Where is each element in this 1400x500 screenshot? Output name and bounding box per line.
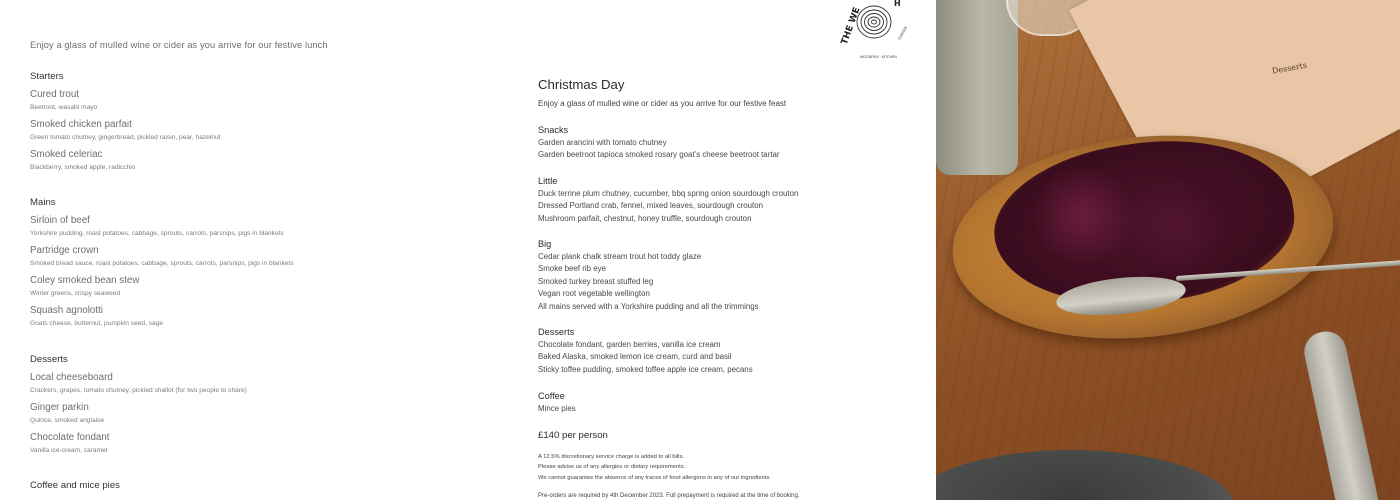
note-line: We cannot guarantee the absence of any traces of food allergens in any of our ingredients. [538,474,771,481]
menu-line: Cedar plank chalk stream trout hot toddy glaze [538,251,702,261]
menu-item-desc: Blackberry, smoked apple, radicchio [30,164,136,171]
svg-text:H: H [894,0,901,8]
menu-line: Sticky toffee pudding, smoked toffee apple ice cream, pecans [538,364,753,374]
menu-line: Vegan root vegetable wellington [538,289,650,299]
lunch-intro: Enjoy a glass of mulled wine or cider as you arrive for our festive lunch [30,40,328,50]
menu-item-desc: Quince, smoked anglaise [30,417,105,424]
menu-item-name: Ginger parkin [30,402,89,413]
menu-item [30,432,247,456]
menu-item-desc: Green tomato chutney, gingerbread, pickled raisin, pear, hazelnut [30,134,221,141]
section-heading: Mains [30,197,56,208]
preorder-note: Pre-orders are required by 4th December 2023. Full prepayment is required at the time of booking. [538,493,800,499]
section-heading: Little [538,176,558,186]
xmas-section-little [538,175,798,225]
menu-item-name: Squash agnolotti [30,305,103,316]
menu-line: Garden beetroot tapioca smoked rosary goat’s cheese beetroot tartar [538,150,780,160]
menu-line: All mains served with a Yorkshire pudding and all the trimmings [538,301,759,311]
menu-item-name: Chocolate fondant [30,432,110,443]
section-heading: Snacks [538,125,569,135]
svg-text:THE WE: THE WE [839,6,863,47]
svg-text:WOODFIRE · KITCHEN: WOODFIRE · KITCHEN [860,55,897,59]
menu-item [30,215,294,239]
menu-line: Dressed Portland crab, fennel, mixed leaves, sourdough crouton [538,201,764,211]
price-per-person: £140 per person [538,430,608,441]
menu-line: Chocolate fondant, garden berries, vanilla ice cream [538,339,721,349]
xmas-section-coffee [538,390,576,415]
menu-item-desc: Goats cheese, butternut, pumpkin seed, sage [30,320,164,327]
menu-item-name: Coley smoked bean stew [30,275,140,286]
note-line: Please advise us of any allergies or dietary requirements. [538,464,686,471]
menu-item [30,305,294,329]
menu-line: Garden arancini with tomato chutney [538,137,667,147]
menu-item [30,372,247,396]
photo-bottle [936,0,1018,175]
menu-item-name: Partridge crown [30,245,99,256]
xmas-section-snacks [538,124,780,162]
photo-second-dish [936,450,1236,500]
menu-item-name: Cured trout [30,89,80,100]
section-heading: Big [538,239,552,249]
menu-item [30,89,220,113]
xmas-section-big [538,238,759,313]
menu-line: Baked Alaska, smoked lemon ice cream, curd and basil [538,352,732,362]
svg-text:GARDEN: GARDEN [897,25,909,41]
lunch-section-desserts [30,354,247,462]
section-heading: Coffee and mice pies [30,480,120,491]
food-photo [936,0,1400,500]
christmas-intro: Enjoy a glass of mulled wine or cider as you arrive for our festive feast [538,99,787,108]
menu-line: Smoked turkey breast stuffed leg [538,276,654,286]
menu-item-name: Local cheeseboard [30,372,113,383]
photo-knife [1301,328,1384,500]
page-title: Christmas Day [538,77,625,92]
tree-ring-logo-icon [838,0,916,62]
photo-menu-card-heading: Desserts [1271,60,1308,76]
service-notes [538,452,771,483]
section-heading: Desserts [30,354,68,365]
lunch-section-coffee [30,480,120,498]
menu-item [30,275,294,299]
menu-item-name: Smoked chicken parfait [30,119,132,130]
section-heading: Coffee [538,391,565,401]
menu-item-desc: Crackers, grapes, tomato chutney, pickled shallot (for two people to share) [30,387,247,394]
menu-item-desc: Winter greens, crispy seaweed [30,290,121,297]
menu-line: Duck terrine plum chutney, cucumber, bbq spring onion sourdough crouton [538,188,799,198]
festive-lunch-menu [30,0,510,500]
xmas-section-desserts [538,326,753,376]
menu-item [30,402,247,426]
menu-item-desc: Yorkshire pudding, roast potatoes, cabbage, sprouts, carrots, parsnips, pigs in blankets [30,230,284,237]
restaurant-logo [838,0,916,62]
menu-item [30,119,220,143]
menu-line: Smoke beef rib eye [538,264,606,274]
menu-line: Mince pies [538,403,576,413]
menu-item-name: Sirloin of beef [30,215,90,226]
lunch-section-mains [30,197,294,335]
menu-item-desc: Smoked bread sauce, roast potatoes, cabbage, sprouts, carrots, parsnips, pigs in blankets [30,260,294,267]
note-line: A 12.5% discretionary service charge is added to all bills. [538,454,684,460]
section-heading: Starters [30,71,64,82]
menu-item-desc: Beetroot, wasabi mayo [30,104,98,111]
lunch-section-starters [30,71,220,179]
menu-line: Mushroom parfait, chestnut, honey truffle, sourdough crouton [538,213,752,223]
section-heading: Desserts [538,327,575,337]
menu-item [30,149,220,173]
menu-item-name: Smoked celeriac [30,149,103,160]
menu-item-desc: Vanilla ice-cream, caramel [30,447,108,454]
christmas-day-menu [538,0,930,500]
menu-item [30,245,294,269]
